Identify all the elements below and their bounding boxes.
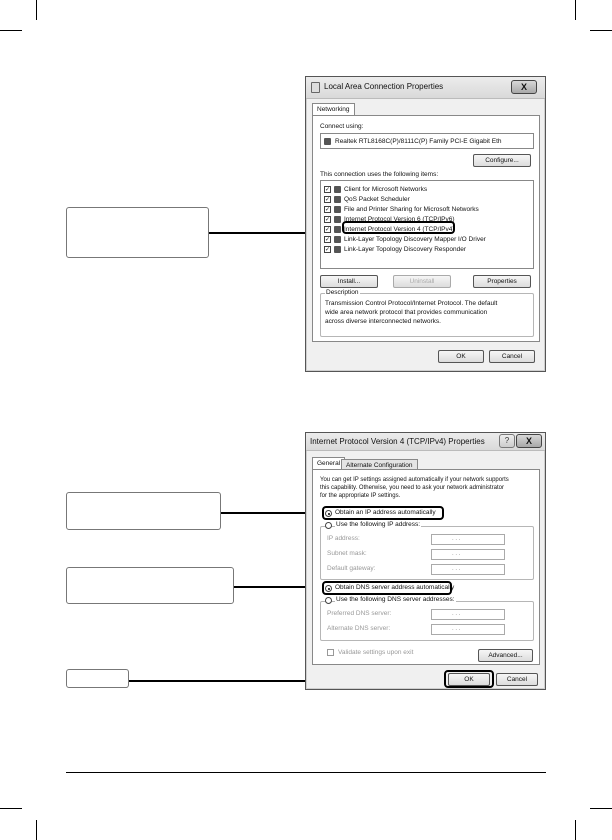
adapter-icon: [324, 138, 331, 145]
cancel-button[interactable]: Cancel: [496, 673, 538, 686]
callout-box-ok: [66, 669, 129, 688]
default-gateway-input[interactable]: [431, 564, 505, 575]
preferred-dns-input[interactable]: [431, 609, 505, 620]
description-line: wide area network protocol that provides communication: [325, 309, 488, 316]
networking-panel: [312, 115, 540, 342]
alternate-dns-input[interactable]: [431, 624, 505, 635]
use-dns-label: Use the following DNS server addresses:: [336, 596, 455, 603]
intro-line: this capability. Otherwise, you need to ask your network administrator: [320, 485, 504, 491]
list-item-label: File and Printer Sharing for Microsoft Networks: [344, 206, 479, 213]
alternate-dns-label: Alternate DNS server:: [327, 625, 391, 632]
callout-box-obtain-ip: [66, 492, 221, 530]
list-item[interactable]: [324, 185, 427, 194]
checkbox-checked[interactable]: ✓: [325, 246, 331, 253]
protocol-icon: [334, 216, 341, 223]
general-panel: [312, 469, 540, 665]
ip-dots: . . .: [452, 611, 461, 617]
obtain-ip-label: Obtain an IP address automatically: [335, 509, 436, 516]
checkbox-checked[interactable]: ✓: [325, 216, 331, 223]
list-item[interactable]: [324, 245, 466, 254]
dialog-title: Internet Protocol Version 4 (TCP/IPv4) Properties: [310, 437, 485, 446]
obtain-dns-label: Obtain DNS server address automatically: [335, 584, 455, 591]
close-button[interactable]: X: [516, 434, 542, 448]
list-item-label: Internet Protocol Version 6 (TCP/IPv6): [344, 216, 455, 223]
footer-rule: [66, 772, 546, 773]
description-label: Description: [326, 289, 359, 296]
highlight-ok: [444, 670, 494, 688]
list-item-label: Internet Protocol Version 4 (TCP/IPv4): [344, 226, 455, 233]
preferred-dns-label: Preferred DNS server:: [327, 610, 392, 617]
protocol-icon: [334, 226, 341, 233]
ok-button[interactable]: OK: [438, 350, 484, 363]
network-icon: [311, 82, 320, 93]
crop-mark: [0, 30, 22, 31]
ip-address-label: IP address:: [327, 535, 360, 542]
service-icon: [334, 206, 341, 213]
adapter-name: Realtek RTL8168C(P)/8111C(P) Family PCI-E Gigabit Eth: [335, 138, 502, 145]
client-icon: [334, 186, 341, 193]
dialog-title-bar: [306, 433, 545, 451]
properties-button[interactable]: Properties: [473, 275, 531, 288]
ip-address-input[interactable]: [431, 534, 505, 545]
ok-button[interactable]: OK: [448, 673, 490, 686]
crop-mark: [590, 30, 612, 31]
checkbox-checked[interactable]: ✓: [325, 196, 331, 203]
dns-group: [320, 601, 534, 641]
install-button[interactable]: Install...: [320, 275, 378, 288]
tab-networking[interactable]: Networking: [312, 103, 355, 116]
ip-dots: . . .: [452, 551, 461, 557]
list-item-label: QoS Packet Scheduler: [344, 196, 410, 203]
default-gateway-label: Default gateway:: [327, 565, 376, 572]
checkbox-checked[interactable]: ✓: [325, 206, 331, 213]
service-icon: [334, 196, 341, 203]
help-button[interactable]: ?: [499, 434, 515, 448]
protocol-icon: [334, 246, 341, 253]
advanced-button[interactable]: Advanced...: [478, 649, 533, 662]
description-line: Transmission Control Protocol/Internet Protocol. The default: [325, 300, 498, 307]
validate-label: Validate settings upon exit: [338, 649, 414, 656]
intro-line: You can get IP settings assigned automatically if your network supports: [320, 477, 509, 483]
tab-general[interactable]: General: [312, 457, 345, 470]
ip-dots: . . .: [452, 536, 461, 542]
ipv4-properties-dialog: [305, 432, 546, 690]
validate-checkbox[interactable]: [327, 649, 334, 656]
list-item-label: Client for Microsoft Networks: [344, 186, 428, 193]
list-item[interactable]: [324, 195, 410, 204]
list-item[interactable]: [324, 205, 479, 214]
dialog-title: Local Area Connection Properties: [324, 82, 444, 91]
dialog-title-bar: [306, 77, 545, 99]
description-line: across diverse interconnected networks.: [325, 318, 441, 325]
highlight-obtain-ip: [322, 506, 444, 520]
crop-mark: [0, 808, 22, 809]
callout-box-ipv4: [66, 207, 209, 258]
list-item[interactable]: [324, 235, 486, 244]
highlight-obtain-dns: [322, 581, 455, 595]
highlight-ipv4: [342, 221, 455, 234]
ip-dots: . . .: [452, 626, 461, 632]
items-label: This connection uses the following items:: [320, 171, 439, 178]
checkbox-checked[interactable]: ✓: [325, 226, 331, 233]
subnet-mask-input[interactable]: [431, 549, 505, 560]
close-button[interactable]: X: [511, 80, 537, 94]
subnet-mask-label: Subnet mask:: [327, 550, 367, 557]
adapter-field: [320, 133, 534, 149]
protocol-icon: [334, 236, 341, 243]
crop-mark: [590, 808, 612, 809]
radio-use-dns[interactable]: [325, 597, 332, 604]
crop-mark: [575, 0, 576, 20]
list-item-label: Link-Layer Topology Discovery Responder: [344, 246, 466, 253]
tab-alternate-configuration[interactable]: Alternate Configuration: [341, 459, 418, 470]
crop-mark: [36, 820, 37, 840]
crop-mark: [575, 820, 576, 840]
ip-dots: . . .: [452, 566, 461, 572]
intro-line: for the appropriate IP settings.: [320, 493, 401, 499]
radio-use-ip[interactable]: [325, 522, 332, 529]
callout-box-obtain-dns: [66, 567, 234, 604]
cancel-button[interactable]: Cancel: [489, 350, 535, 363]
list-item-label: Link-Layer Topology Discovery Mapper I/O Driver: [344, 236, 486, 243]
checkbox-checked[interactable]: ✓: [325, 186, 331, 193]
connect-using-label: Connect using:: [320, 123, 364, 130]
crop-mark: [36, 0, 37, 20]
configure-button[interactable]: Configure...: [473, 154, 531, 167]
use-ip-label: Use the following IP address:: [336, 521, 421, 528]
checkbox-checked[interactable]: ✓: [325, 236, 331, 243]
local-area-connection-dialog: [305, 76, 546, 372]
uninstall-button[interactable]: Uninstall: [393, 275, 451, 288]
